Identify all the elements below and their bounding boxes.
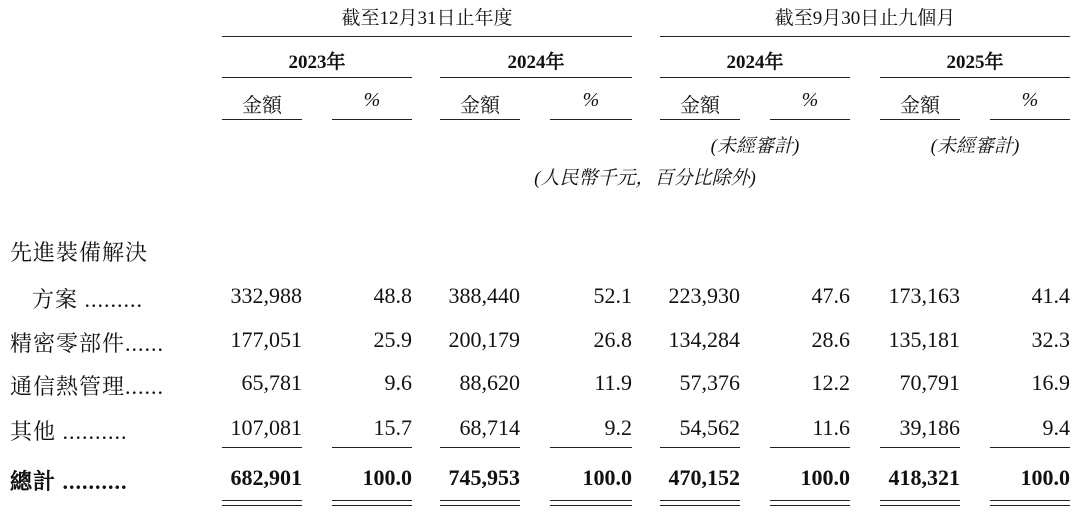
cell-percent: 12.2 xyxy=(811,370,850,395)
period-underline xyxy=(660,36,1070,37)
cell-amount: 388,440 xyxy=(448,283,520,308)
cell-percent: 48.8 xyxy=(373,283,412,308)
cell-percent: 11.6 xyxy=(812,415,850,440)
total-double-rule xyxy=(880,500,960,506)
cell-percent: 41.4 xyxy=(1031,283,1070,308)
subtotal-rule xyxy=(222,447,302,448)
year-underline xyxy=(660,77,850,78)
total-double-rule xyxy=(550,500,632,506)
total-double-rule xyxy=(990,500,1070,506)
cell-percent: 47.6 xyxy=(811,283,850,308)
cell-amount: 65,781 xyxy=(241,370,302,395)
col-underline xyxy=(440,119,520,120)
units-note: (人民幣千元，百分比除外) xyxy=(534,168,756,189)
col-underline xyxy=(222,119,302,120)
cell-amount: 54,562 xyxy=(679,415,740,440)
col-underline xyxy=(660,119,740,120)
cell-percent: 15.7 xyxy=(373,415,412,440)
amount-header: 金額 xyxy=(460,95,500,117)
cell-amount: 39,186 xyxy=(899,415,960,440)
cell-amount: 134,284 xyxy=(668,327,740,352)
subtotal-rule xyxy=(440,447,520,448)
cell-percent: 32.3 xyxy=(1031,327,1070,352)
cell-percent: 26.8 xyxy=(593,327,632,352)
total-double-rule xyxy=(440,500,520,506)
cell-amount: 223,930 xyxy=(668,283,740,308)
row-label: 通信熱管理...... xyxy=(10,374,165,399)
year-header-2024: 2024年 xyxy=(507,52,565,73)
col-underline xyxy=(990,119,1070,120)
subtotal-rule xyxy=(660,447,740,448)
subtotal-rule xyxy=(880,447,960,448)
total-amount: 470,152 xyxy=(668,465,740,490)
unaudited-note: (未經審計) xyxy=(710,136,800,157)
col-underline xyxy=(770,119,850,120)
cell-percent: 9.6 xyxy=(384,370,412,395)
total-amount: 682,901 xyxy=(230,465,302,490)
cell-amount: 135,181 xyxy=(888,327,960,352)
year-underline xyxy=(222,77,412,78)
cell-percent: 11.9 xyxy=(594,370,632,395)
amount-header: 金額 xyxy=(680,95,720,117)
cell-percent: 28.6 xyxy=(811,327,850,352)
year-header-2023: 2023年 xyxy=(288,52,346,73)
col-underline xyxy=(550,119,632,120)
period-year-end-header: 截至12月31日止年度 xyxy=(341,8,513,29)
cell-amount: 200,179 xyxy=(448,327,520,352)
period-underline xyxy=(222,36,632,37)
cell-amount: 173,163 xyxy=(888,283,960,308)
total-percent: 100.0 xyxy=(1020,465,1070,490)
cell-percent: 16.9 xyxy=(1031,370,1070,395)
cell-amount: 70,791 xyxy=(899,370,960,395)
cell-percent: 9.4 xyxy=(1042,415,1070,440)
year-underline xyxy=(880,77,1070,78)
cell-percent: 52.1 xyxy=(593,283,632,308)
year-underline xyxy=(440,77,632,78)
row-label: 其他 .......... xyxy=(10,419,128,444)
subtotal-rule xyxy=(550,447,632,448)
subtotal-rule xyxy=(332,447,412,448)
percent-header: % xyxy=(363,89,381,111)
total-label: 總計 .......... xyxy=(10,469,128,494)
cell-percent: 25.9 xyxy=(373,327,412,352)
row-label: 方案 ......... xyxy=(32,287,144,312)
col-underline xyxy=(880,119,960,120)
period-nine-months-header: 截至9月30日止九個月 xyxy=(774,8,956,29)
cell-amount: 177,051 xyxy=(230,327,302,352)
total-percent: 100.0 xyxy=(362,465,412,490)
col-underline xyxy=(332,119,412,120)
total-amount: 418,321 xyxy=(888,465,960,490)
cell-amount: 88,620 xyxy=(459,370,520,395)
percent-header: % xyxy=(801,89,819,111)
cell-amount: 57,376 xyxy=(679,370,740,395)
total-double-rule xyxy=(770,500,850,506)
amount-header: 金額 xyxy=(900,95,940,117)
total-percent: 100.0 xyxy=(582,465,632,490)
total-amount: 745,953 xyxy=(448,465,520,490)
total-percent: 100.0 xyxy=(800,465,850,490)
row-label: 精密零部件...... xyxy=(10,331,165,356)
cell-percent: 9.2 xyxy=(604,415,632,440)
cell-amount: 68,714 xyxy=(459,415,520,440)
percent-header: % xyxy=(582,89,600,111)
subtotal-rule xyxy=(990,447,1070,448)
row-label: 先進裝備解決 xyxy=(10,240,149,265)
total-double-rule xyxy=(660,500,740,506)
total-double-rule xyxy=(332,500,412,506)
total-double-rule xyxy=(222,500,302,506)
year-header-2024-9m: 2024年 xyxy=(726,52,784,73)
cell-amount: 107,081 xyxy=(230,415,302,440)
amount-header: 金額 xyxy=(242,95,282,117)
cell-amount: 332,988 xyxy=(230,283,302,308)
subtotal-rule xyxy=(770,447,850,448)
unaudited-note: (未經審計) xyxy=(930,136,1020,157)
percent-header: % xyxy=(1021,89,1039,111)
year-header-2025-9m: 2025年 xyxy=(946,52,1004,73)
